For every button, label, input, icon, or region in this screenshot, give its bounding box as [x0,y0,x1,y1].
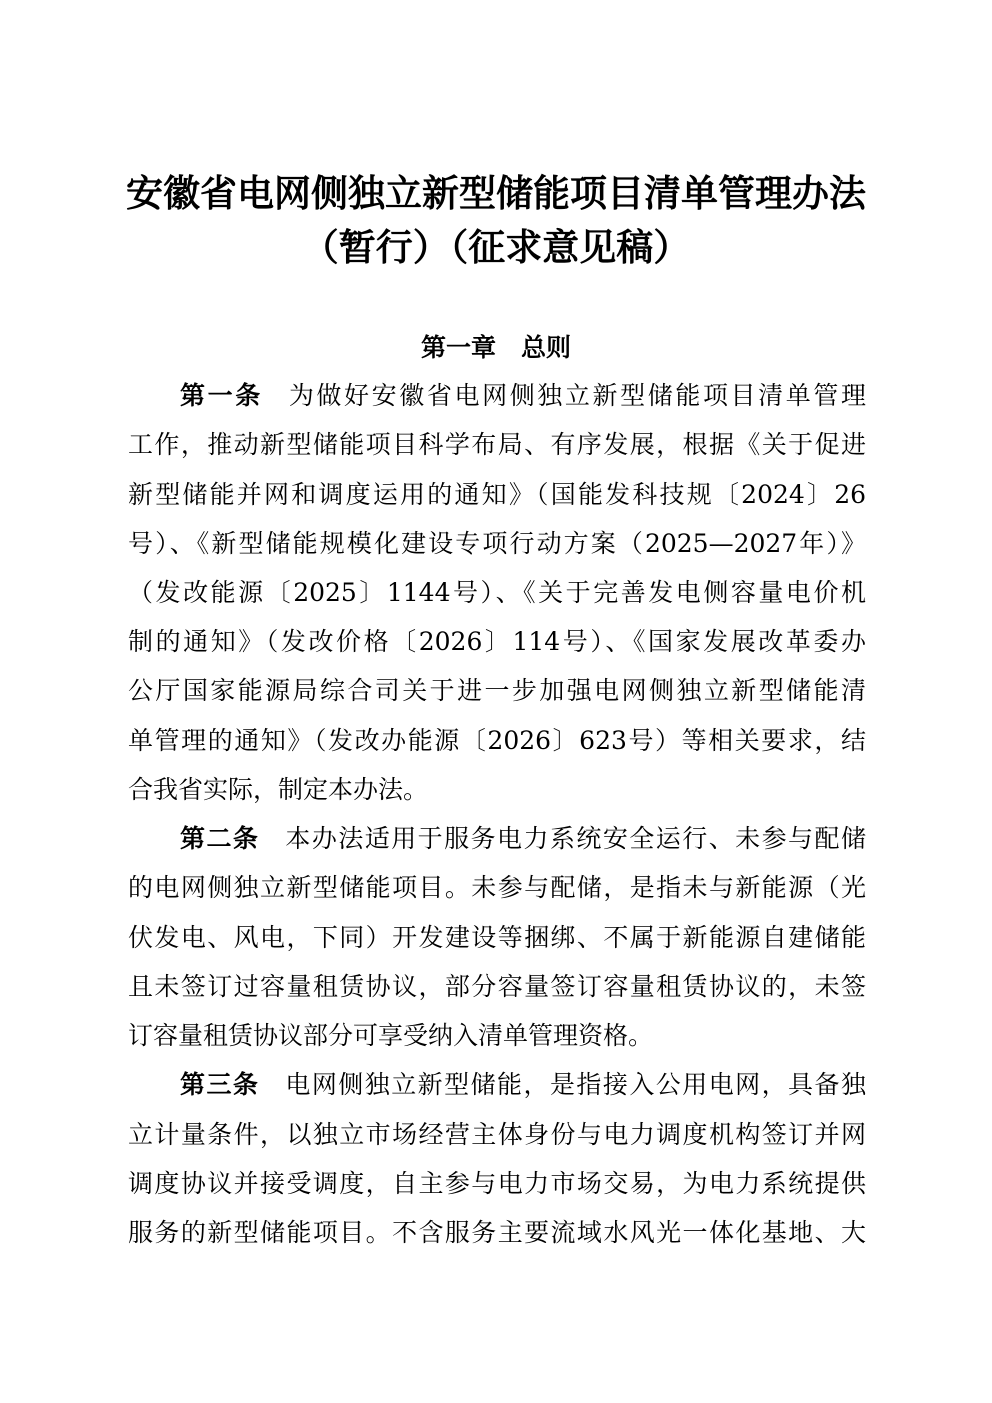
article-2-line [128,821,866,857]
article-1-line: 号）、《新型储能规模化建设专项行动方案（2025—2027年）》 [128,529,866,558]
article-3-line: 服务的新型储能项目。不含服务主要流域水风光一体化基地、大 [128,1218,866,1247]
article-1-label: 第一条 [180,381,263,410]
article-3-text: 电网侧独立新型储能，是指接入公用电网，具备独 [285,1070,866,1099]
article-2-line: 伏发电、风电，下同）开发建设等捆绑、不属于新能源自建储能 [128,923,866,952]
article-1-line: 合我省实际，制定本办法。 [128,775,429,804]
article-3-line [128,1067,866,1103]
chapter-heading: 第一章 总则 [420,333,571,362]
article-2-line: 且未签订过容量租赁协议，部分容量签订容量租赁协议的，未签 [128,972,866,1001]
article-2-text: 本办法适用于服务电力系统安全运行、未参与配储 [285,824,866,853]
article-1-text: 为做好安徽省电网侧独立新型储能项目清单管理 [288,381,866,410]
document-title-line-1: 安徽省电网侧独立新型储能项目清单管理办法 [126,172,866,215]
article-2-label: 第二条 [180,824,260,853]
article-3-label: 第三条 [180,1070,260,1099]
article-1-line: 制的通知》（发改价格〔2026〕114号）、《国家发展改革委办 [128,627,866,656]
article-1-line: 新型储能并网和调度运用的通知》（国能发科技规〔2024〕26 [128,480,866,509]
article-1-line [128,378,866,414]
article-3-line: 立计量条件，以独立市场经营主体身份与电力调度机构签订并网 [128,1120,866,1149]
article-1-line: 公厅国家能源局综合司关于进一步加强电网侧独立新型储能清 [128,676,866,705]
article-1-line: 单管理的通知》（发改办能源〔2026〕623号）等相关要求，结 [128,726,866,755]
article-1-line: （发改能源〔2025〕1144号）、《关于完善发电侧容量电价机 [128,578,866,607]
article-2-line: 订容量租赁协议部分可享受纳入清单管理资格。 [128,1021,654,1050]
document-title-line-2: （暂行）（征求意见稿） [301,226,691,269]
article-3-line: 调度协议并接受调度，自主参与电力市场交易，为电力系统提供 [128,1169,866,1198]
article-1-line: 工作，推动新型储能项目科学布局、有序发展，根据《关于促进 [128,430,866,459]
article-2-line: 的电网侧独立新型储能项目。未参与配储，是指未与新能源（光 [128,873,866,902]
